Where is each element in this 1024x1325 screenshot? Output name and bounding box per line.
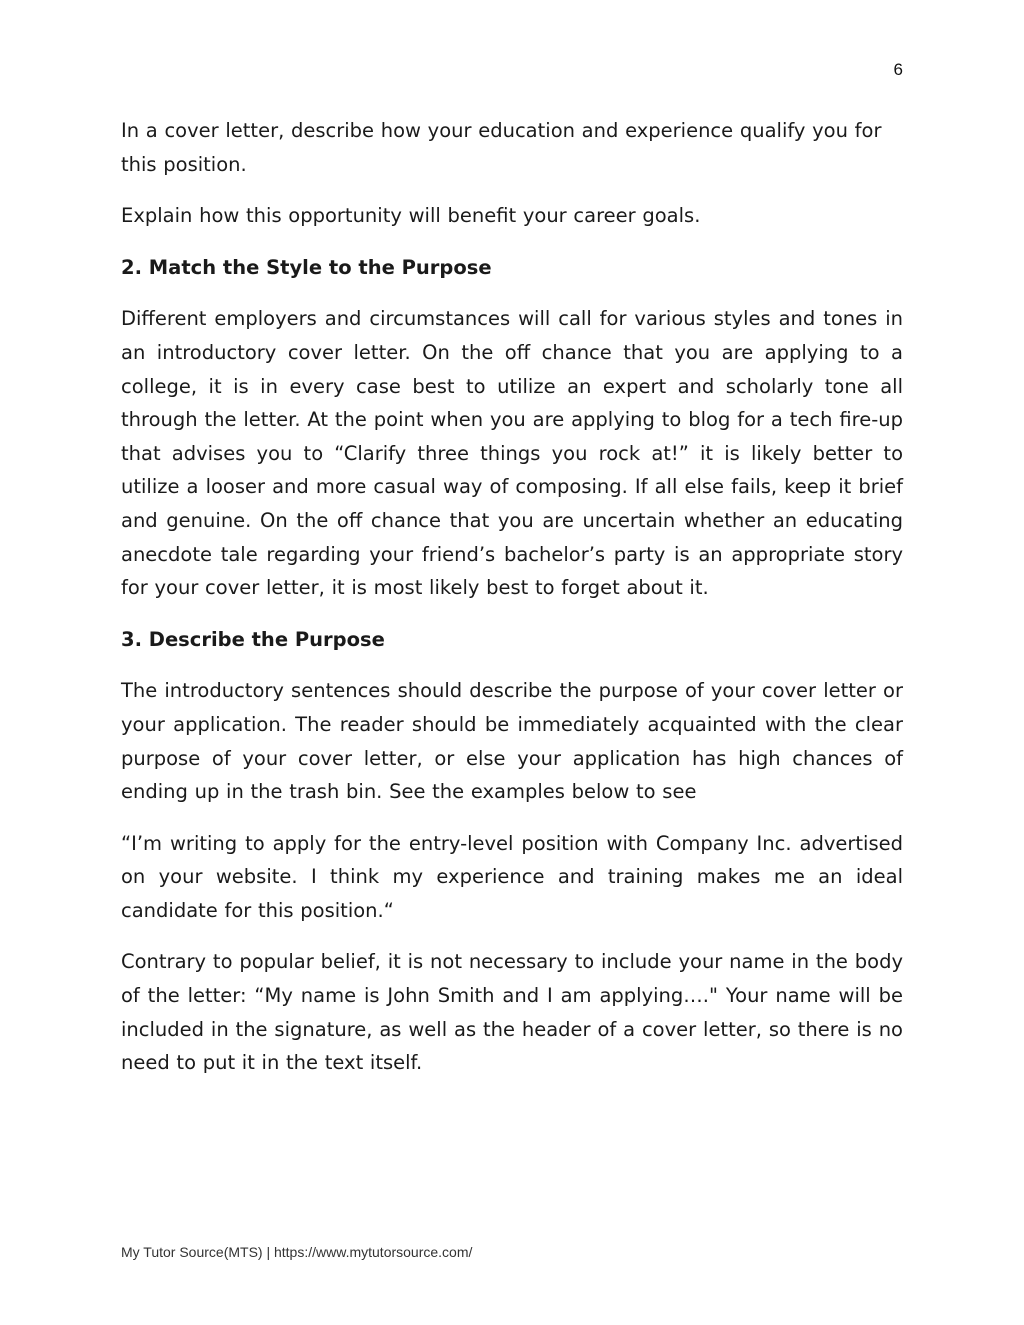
paragraph-style-purpose: Different employers and circumstances will call for various styles and tones in an introductory cover letter. On the off chance that you are applying to a college, it is in every case best to utilize an expert and scholarly tone all through the letter. At the point when you are applying to blog for a tech fire-up that advises you to “Clarify three things you rock at!” it is likely better to utilize a looser and more casual way of composing. If all else fails, keep it brief and genuine. On the off chance that you are uncertain whether an educating anecdote tale regarding your friend’s bachelor’s party is an appropriate story for your cover letter, it is most likely best to forget about it. — [121, 307, 903, 600]
paragraph-introductory-sentences: The introductory sentences should describe the purpose of your cover letter or your application. The reader should be immediately acquainted with the clear purpose of your cover letter, or else your application has high chances of ending up in the trash bin. See the examples below to see — [121, 679, 903, 804]
paragraph-career-goals: Explain how this opportunity will benefit your career goals. — [121, 204, 701, 228]
paragraph-name-advice: Contrary to popular belief, it is not necessary to include your name in the body of the letter: “My name is John Smith and I am applying…." Your name will be included in the signature, as well as the header of a cover letter, so there is no need to put it in the text itself. — [121, 950, 903, 1075]
paragraph-education: In a cover letter, describe how your education and experience qualify you for this position. — [121, 119, 882, 176]
document-body — [121, 114, 903, 1098]
section-heading-style: 2. Match the Style to the Purpose — [121, 255, 492, 279]
section-heading-describe-purpose: 3. Describe the Purpose — [121, 627, 385, 651]
paragraph-example-quote: “I’m writing to apply for the entry-level position with Company Inc. advertised on your website. I think my experience and training makes me an ideal candidate for this position.“ — [121, 831, 903, 922]
page-number: 6 — [893, 60, 903, 79]
page-footer: My Tutor Source(MTS) | https://www.mytutorsource.com/ — [121, 1244, 473, 1260]
